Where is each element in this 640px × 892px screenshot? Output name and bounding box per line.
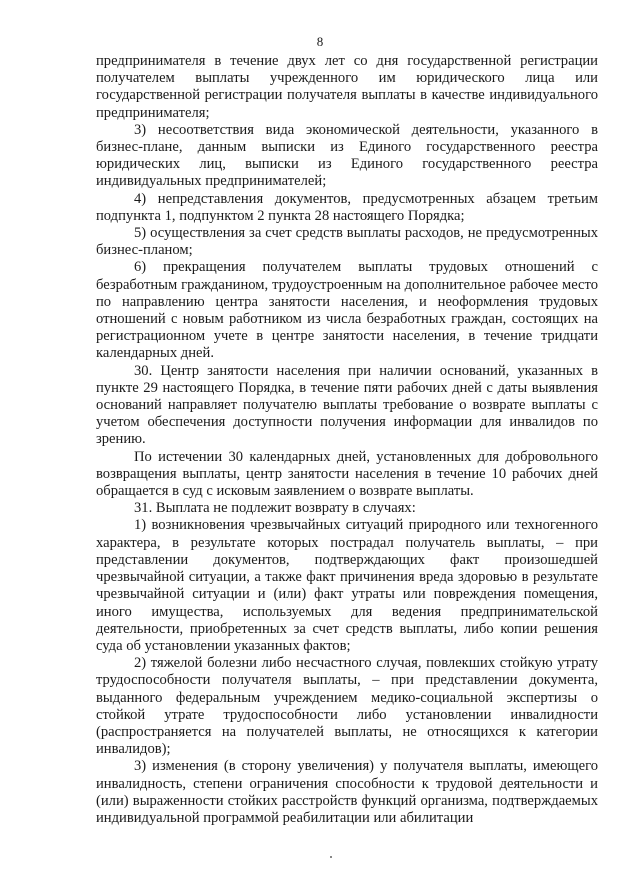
paragraph-clause-30-return: По истечении 30 календарных дней, установленных для добровольного возвращения выплаты, центр занятости населения в течение 10 рабочих дней обращается в суд с исковым заявлением о возврате выплаты. — [96, 448, 598, 500]
paragraph-clause-30: 30. Центр занятости населения при наличии оснований, указанных в пункте 29 настоящего Порядка, в течение пяти рабочих дней с даты выявления оснований направляет получателю выплаты требование о возврате выплаты с учетом обеспечения доступности получения информации для инвалидов по зрению. — [96, 362, 598, 448]
paragraph-clause-31: 31. Выплата не подлежит возврату в случаях: — [134, 500, 416, 517]
paragraph-item-4: 4) непредставления документов, предусмотренных абзацем третьим подпункта 1, подпунктом 2 пункта 28 настоящего Порядка; — [96, 190, 598, 224]
page-number: 8 — [316, 34, 324, 49]
paragraph-item-6: 6) прекращения получателем выплаты трудовых отношений с безработным гражданином, трудоустроенным на дополнительное рабочее место по направлению центра занятости населения, и неоформления трудовых отношений с новым работником из числа безработных граждан, состоящих на регистрационном учете в центре занятости населения, в течение тридцати календарных дней. — [96, 259, 598, 362]
paragraph-continuation: предпринимателя в течение двух лет со дня государственной регистрации получателем выплаты учрежденного им юридического лица или государственной регистрации получателя выплаты в качестве индивидуального предпринимателя; — [96, 53, 598, 121]
document-body — [96, 53, 598, 827]
paragraph-clause-31-item-2: 2) тяжелой болезни либо несчастного случая, повлекших стойкую утрату трудоспособности получателя выплаты, – при представлении документа, выданного федеральным учреждением медико-социальной экспертизы о стойкой утрате трудоспособности либо установлении инвалидности (распространяется на получателей выплаты, не относящихся к категории инвалидов); — [96, 655, 598, 758]
paragraph-clause-31-item-1: 1) возникновения чрезвычайных ситуаций природного или техногенного характера, в результате которых пострадал получатель выплаты, – при представлении документов, подтверждающих факт произошедшей чрезвычайной ситуации, а также факт причинения вреда здоровью в результате чрезвычайной ситуации и (или) факт утраты или повреждения помещения, иного имущества, используемых для ведения предпринимательской деятельности, приобретенных за счет средств выплаты, либо копии решения суда об установлении указанных фактов; — [96, 517, 598, 654]
paragraph-clause-31-item-3: 3) изменения (в сторону увеличения) у получателя выплаты, имеющего инвалидность, степени ограничения способности к трудовой деятельности и (или) выраженности стойких расстройств функций организма, подтверждаемых индивидуальной программой реабилитации или абилитации — [96, 758, 598, 826]
scan-speck — [330, 856, 332, 858]
paragraph-item-5: 5) осуществления за счет средств выплаты расходов, не предусмотренных бизнес-планом; — [96, 225, 598, 259]
paragraph-item-3: 3) несоответствия вида экономической деятельности, указанного в бизнес-плане, данным выписки из Единого государственного реестра юридических лиц, выписки из Единого государственного реестра индивидуальных предпринимателей; — [96, 121, 598, 190]
